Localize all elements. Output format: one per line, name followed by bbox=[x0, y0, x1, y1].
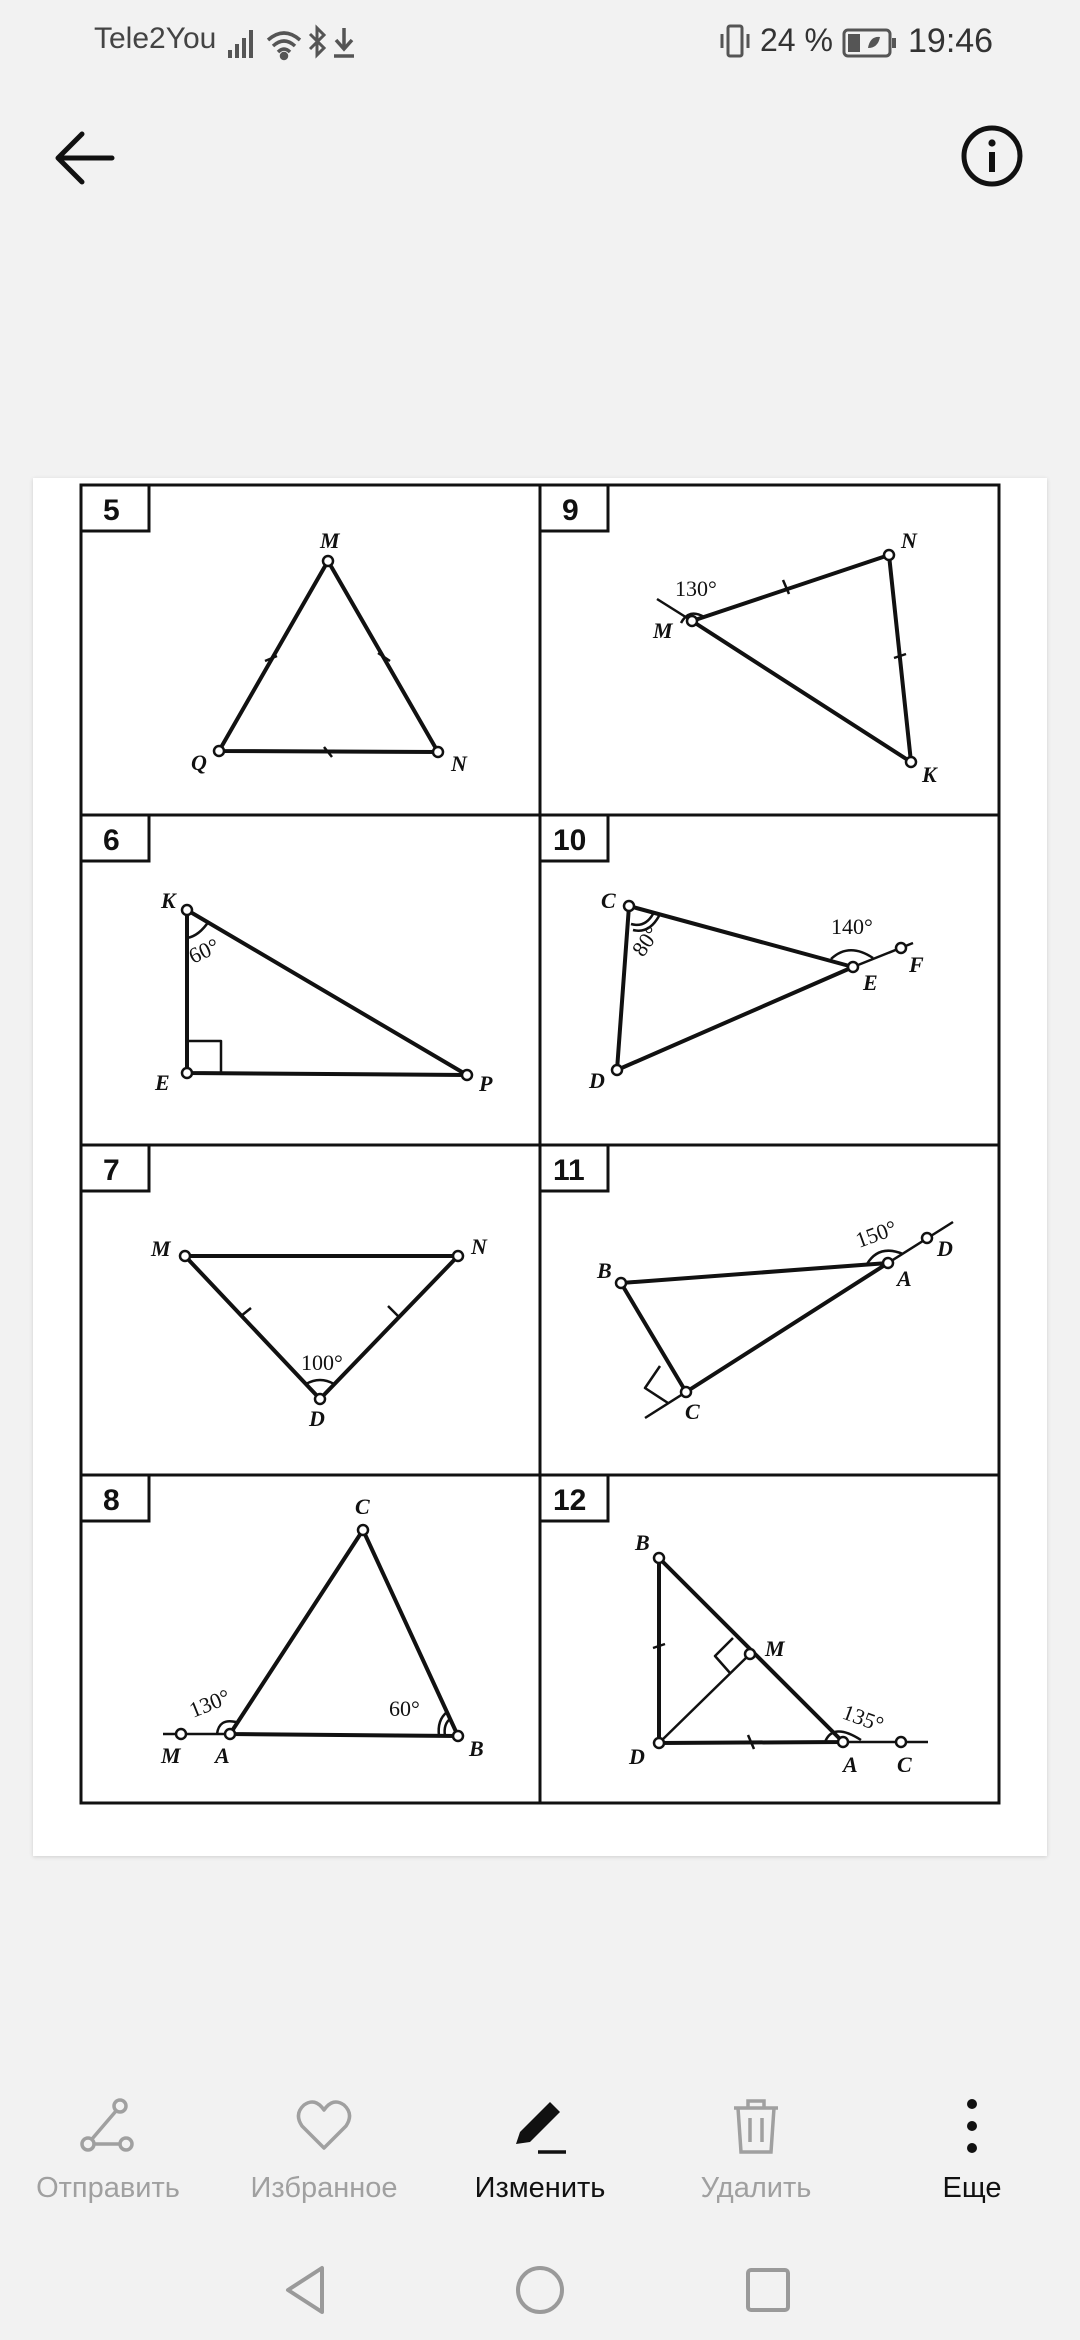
vertex-label: N bbox=[471, 1234, 487, 1259]
vertex-label: P bbox=[479, 1071, 493, 1096]
bluetooth-icon bbox=[310, 28, 324, 55]
angle-label: 60° bbox=[184, 932, 224, 969]
vertex-label: E bbox=[863, 970, 878, 995]
home-circle-icon bbox=[500, 2250, 580, 2330]
panel-number: 10 bbox=[553, 824, 587, 857]
vertex-label: D bbox=[309, 1406, 325, 1431]
vertex-label: C bbox=[897, 1752, 912, 1777]
delete-button[interactable] bbox=[648, 2080, 864, 2220]
action-bar bbox=[0, 2080, 1080, 2220]
info-button[interactable] bbox=[950, 118, 1034, 202]
vertex-label: B bbox=[597, 1258, 612, 1283]
panel-number: 6 bbox=[103, 824, 120, 857]
tick-mark bbox=[388, 1306, 398, 1316]
angle-label: 80° bbox=[626, 921, 665, 961]
share-icon bbox=[78, 2096, 138, 2156]
signal-icon bbox=[228, 30, 253, 58]
panel-number: 5 bbox=[103, 494, 120, 527]
vertex-label: A bbox=[215, 1743, 230, 1768]
more-label: Еще bbox=[942, 2172, 1002, 2204]
tick-mark bbox=[241, 1308, 251, 1316]
angle-label: 150° bbox=[852, 1214, 901, 1253]
vertex-label: M bbox=[765, 1636, 785, 1661]
clock: 19:46 bbox=[908, 22, 994, 60]
median-line-12 bbox=[659, 1654, 750, 1743]
vertex-label: E bbox=[155, 1070, 170, 1095]
vertex-label: M bbox=[161, 1743, 181, 1768]
angle-label: 130° bbox=[185, 1683, 234, 1723]
triangle-7 bbox=[185, 1256, 458, 1399]
status-bar bbox=[0, 0, 1080, 84]
vertex-label: C bbox=[601, 888, 616, 913]
vertex-label: B bbox=[635, 1530, 650, 1555]
status-icons-left bbox=[222, 20, 382, 64]
arrow-left-icon bbox=[46, 118, 130, 202]
download-icon bbox=[334, 28, 354, 56]
worksheet-image bbox=[33, 478, 1047, 1856]
vertex-label: M bbox=[151, 1236, 171, 1261]
vertex-label: A bbox=[843, 1752, 858, 1777]
delete-label: Удалить bbox=[700, 2172, 812, 2204]
angle-label: 100° bbox=[301, 1350, 343, 1375]
angle-label: 130° bbox=[675, 576, 717, 601]
heart-icon bbox=[294, 2096, 354, 2156]
right-angle-6 bbox=[187, 1041, 221, 1073]
vertex-label: Q bbox=[191, 750, 207, 775]
favorite-button[interactable] bbox=[216, 2080, 432, 2220]
info-icon bbox=[950, 118, 1034, 202]
panel-number: 7 bbox=[103, 1154, 120, 1187]
angle-label: 135° bbox=[839, 1699, 888, 1737]
edit-button[interactable] bbox=[432, 2080, 648, 2220]
panel-number: 9 bbox=[562, 494, 579, 527]
carrier-name: Tele2You bbox=[94, 22, 217, 55]
vertex-label: C bbox=[355, 1494, 370, 1519]
vertex-label: D bbox=[937, 1236, 953, 1261]
triangle-9 bbox=[692, 555, 911, 762]
panel-number: 11 bbox=[553, 1154, 585, 1187]
vertex-label: K bbox=[161, 888, 176, 913]
battery-percent: 24 % bbox=[760, 22, 833, 58]
angle-label: 140° bbox=[831, 914, 873, 939]
right-angle-11 bbox=[645, 1366, 668, 1403]
vertex-label: M bbox=[653, 618, 673, 643]
triangle-8 bbox=[230, 1530, 458, 1736]
share-label: Отправить bbox=[36, 2172, 180, 2204]
triangle-5 bbox=[219, 561, 438, 752]
angle-label: 60° bbox=[389, 1696, 420, 1721]
recents-square-icon bbox=[728, 2250, 808, 2330]
more-vertical-icon bbox=[942, 2096, 1002, 2156]
vertex-label: N bbox=[451, 751, 467, 776]
extension-line-11b bbox=[645, 1392, 686, 1418]
vertex-label: C bbox=[685, 1399, 700, 1424]
back-button[interactable] bbox=[46, 118, 130, 202]
vertex-label: M bbox=[320, 528, 340, 553]
battery-icon bbox=[842, 28, 898, 58]
trash-icon bbox=[726, 2096, 786, 2156]
right-angle-12 bbox=[715, 1638, 733, 1673]
wifi-icon bbox=[268, 33, 300, 59]
back-triangle-icon bbox=[268, 2250, 348, 2330]
nav-home-button[interactable] bbox=[500, 2250, 580, 2330]
edit-icon bbox=[510, 2096, 570, 2156]
vertex-label: D bbox=[629, 1744, 645, 1769]
vertex-label: K bbox=[922, 762, 937, 787]
edit-label: Изменить bbox=[474, 2172, 606, 2204]
photo-view[interactable] bbox=[33, 478, 1047, 1856]
vertex-label: B bbox=[469, 1736, 484, 1761]
triangle-11 bbox=[621, 1263, 888, 1392]
vibrate-icon bbox=[716, 20, 756, 64]
panel-number: 12 bbox=[553, 1484, 587, 1517]
more-button[interactable] bbox=[864, 2080, 1080, 2220]
vertex-label: D bbox=[589, 1068, 605, 1093]
favorite-label: Избранное bbox=[250, 2172, 398, 2204]
nav-back-button[interactable] bbox=[268, 2250, 348, 2330]
panel-number: 8 bbox=[103, 1484, 120, 1517]
share-button[interactable] bbox=[0, 2080, 216, 2220]
triangle-6 bbox=[184, 910, 467, 1075]
angle-arc-10b bbox=[831, 950, 873, 959]
vertex-label: N bbox=[901, 528, 917, 553]
vertex-label: F bbox=[909, 952, 924, 977]
navigation-bar bbox=[0, 2240, 1080, 2340]
nav-recents-button[interactable] bbox=[728, 2250, 808, 2330]
angle-arc-7 bbox=[306, 1380, 334, 1384]
vertex-label: A bbox=[897, 1266, 912, 1291]
